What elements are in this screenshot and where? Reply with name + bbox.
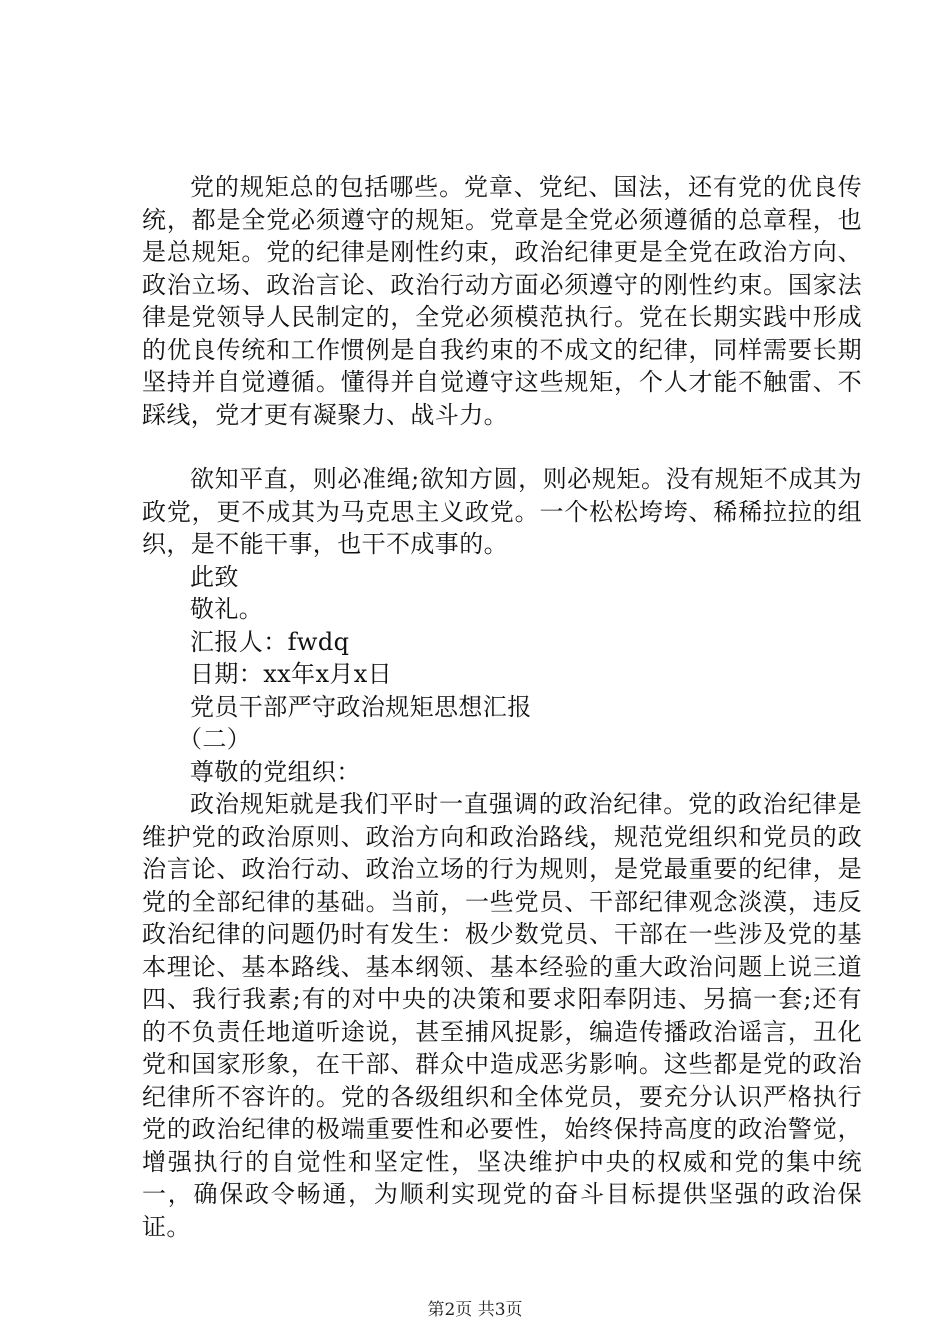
- body-paragraph-measure: 欲知平直，则必准绳;欲知方圆，则必规矩。没有规矩不成其为政党，更不成其为马克思主义政党。一个松松垮垮、稀稀拉拉的组织，是不能干事，也干不成事的。: [142, 465, 862, 558]
- date-line: 日期：xx年x月x日: [190, 660, 393, 688]
- page-footer: 第2页 共3页: [427, 1300, 523, 1320]
- second-report-number: （二）: [178, 725, 252, 753]
- paragraph-gap: [142, 431, 862, 463]
- greeting-line: 尊敬的党组织：: [190, 757, 361, 786]
- document-body: [142, 171, 862, 1243]
- reporter-line: 汇报人：fwdq: [190, 627, 350, 656]
- closing-line: 此致: [190, 562, 239, 591]
- second-report-title: 党员干部严守政治规矩思想汇报: [190, 692, 532, 721]
- body-paragraph-discipline: 政治规矩就是我们平时一直强调的政治纪律。党的政治纪律是维护党的政治原则、政治方向和政治路线，规范党组织和党员的政治言论、政治行动、政治立场的行为规则，是党最重要的纪律，是党的全部纪律的基础。当前，一些党员、干部纪律观念淡漠，违反政治纪律的问题仍时有发生：极少数党员、干部在一些涉及党的基本理论、基本路线、基本纲领、基本经验的重大政治问题上说三道四、我行我素;有的对中央的决策和要求阳奉阴违、另搞一套;还有的不负责任地道听途说，甚至捕风捉影，编造传播政治谣言，丑化党和国家形象，在干部、群众中造成恶劣影响。这些都是党的政治纪律所不容许的。党的各级组织和全体党员，要充分认识严格执行党的政治纪律的极端重要性和必要性，始终保持高度的政治警觉，增强执行的自觉性和坚定性，坚决维护中央的权威和党的集中统一，确保政令畅通，为顺利实现党的奋斗目标提供坚强的政治保证。: [142, 790, 862, 1241]
- body-paragraph-rules: 党的规矩总的包括哪些。党章、党纪、国法，还有党的优良传统，都是全党必须遵守的规矩。党章是全党必须遵循的总章程，也是总规矩。党的纪律是刚性约束，政治纪律更是全党在政治方向、政治立场、政治言论、政治行动方面必须遵守的刚性约束。国家法律是党领导人民制定的，全党必须模范执行。党在长期实践中形成的优良传统和工作惯例是自我约束的不成文的纪律，同样需要长期坚持并自觉遵循。懂得并自觉遵守这些规矩，个人才能不触雷、不踩线，党才更有凝聚力、战斗力。: [142, 173, 862, 429]
- salute-line: 敬礼。: [190, 595, 264, 623]
